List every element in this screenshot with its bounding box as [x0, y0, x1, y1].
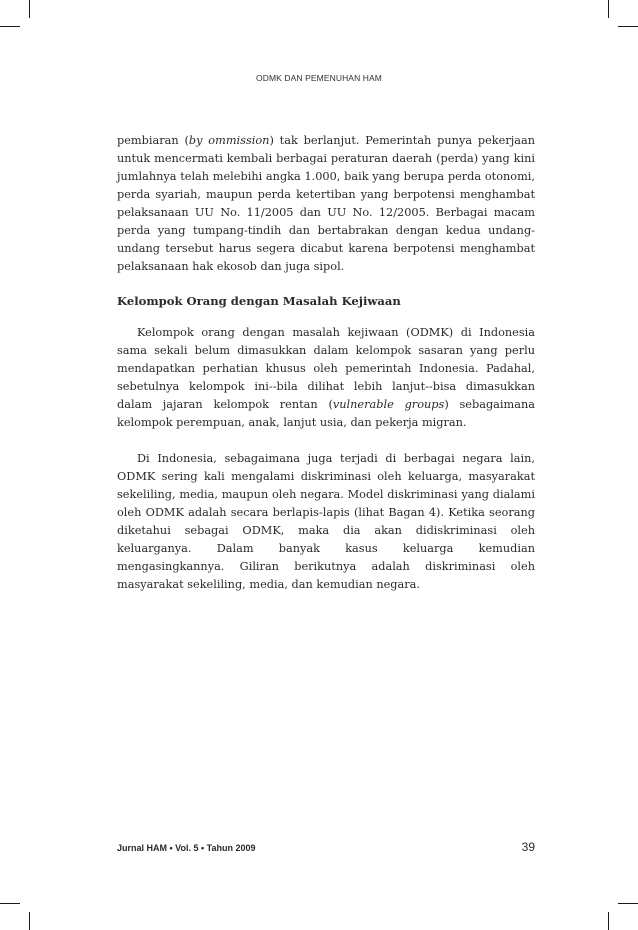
crop-mark-bottom-left-v: [29, 912, 30, 930]
paragraph-1-text-b: ) tak berlanjut. Pemerintah punya pekerjaan untuk mencermati kembali berbagai peraturan daerah (perda) yang kini jumlahnya telah melebihi angka 1.000, baik yang berupa perda otonomi, perda syariah, maupun perda ketertiban yang berpotensi menghambat pelaksanaan UU No. 11/2005 dan UU No. 12/2005. Berbagai macam perda yang tumpang-tindih dan bertabrakan dengan kedua undang-undang tersebut harus segera dicabut karena berpotensi menghambat pelaksanaan hak ekosob dan juga sipol.: [117, 134, 535, 273]
paragraph-2: [117, 324, 535, 432]
running-head: ODMK DAN PEMENUHAN HAM: [256, 73, 382, 83]
paragraph-3: Di Indonesia, sebagaimana juga terjadi di berbagai negara lain, ODMK sering kali mengalami diskriminasi oleh keluarga, masyarakat sekeliling, media, maupun oleh negara. Model diskriminasi yang dialami oleh ODMK adalah secara berlapis-lapis (lihat Bagan 4). Ketika seorang diketahui sebagai ODMK, maka dia akan didiskriminasi oleh keluarganya. Dalam banyak kasus keluarga kemudian mengasingkannya. Giliran berikutnya adalah diskriminasi oleh masyarakat sekeliling, media, dan kemudian negara.: [117, 452, 535, 591]
crop-mark-top-left-v: [29, 0, 30, 18]
footer-journal: Jurnal HAM • Vol. 5 • Tahun 2009: [117, 843, 256, 853]
crop-mark-bottom-right-v: [608, 912, 609, 930]
paragraph-2-italic: vulnerable groups: [332, 398, 445, 411]
page-body: [117, 132, 535, 594]
paragraph-1: [117, 132, 535, 276]
paragraph-1-text-a: pembiaran (: [117, 134, 189, 147]
section-heading: Kelompok Orang dengan Masalah Kejiwaan: [117, 294, 401, 308]
page-number: 39: [521, 840, 535, 854]
crop-mark-bottom-right-h: [618, 903, 638, 904]
paragraph-2-text-a: Kelompok orang dengan masalah kejiwaan (ODMK) di Indonesia sama sekali belum dimasukkan dalam kelompok sasaran yang perlu mendapatkan perhatian khusus oleh pemerintah Indonesia. Padahal, sebetulnya kelompok ini--bila dilihat lebih lanjut--bisa dimasukkan dalam jajaran kelompok rentan (: [117, 326, 535, 411]
crop-mark-bottom-left-h: [0, 903, 20, 904]
crop-mark-top-right-v: [608, 0, 609, 18]
paragraph-2-text-b: ) sebagaimana kelompok perempuan, anak, lanjut usia, dan pekerja migran.: [117, 398, 535, 429]
crop-mark-top-right-h: [618, 26, 638, 27]
crop-mark-top-left-h: [0, 26, 20, 27]
paragraph-1-italic: by ommission: [188, 134, 270, 147]
paragraph-gap: [117, 432, 535, 450]
